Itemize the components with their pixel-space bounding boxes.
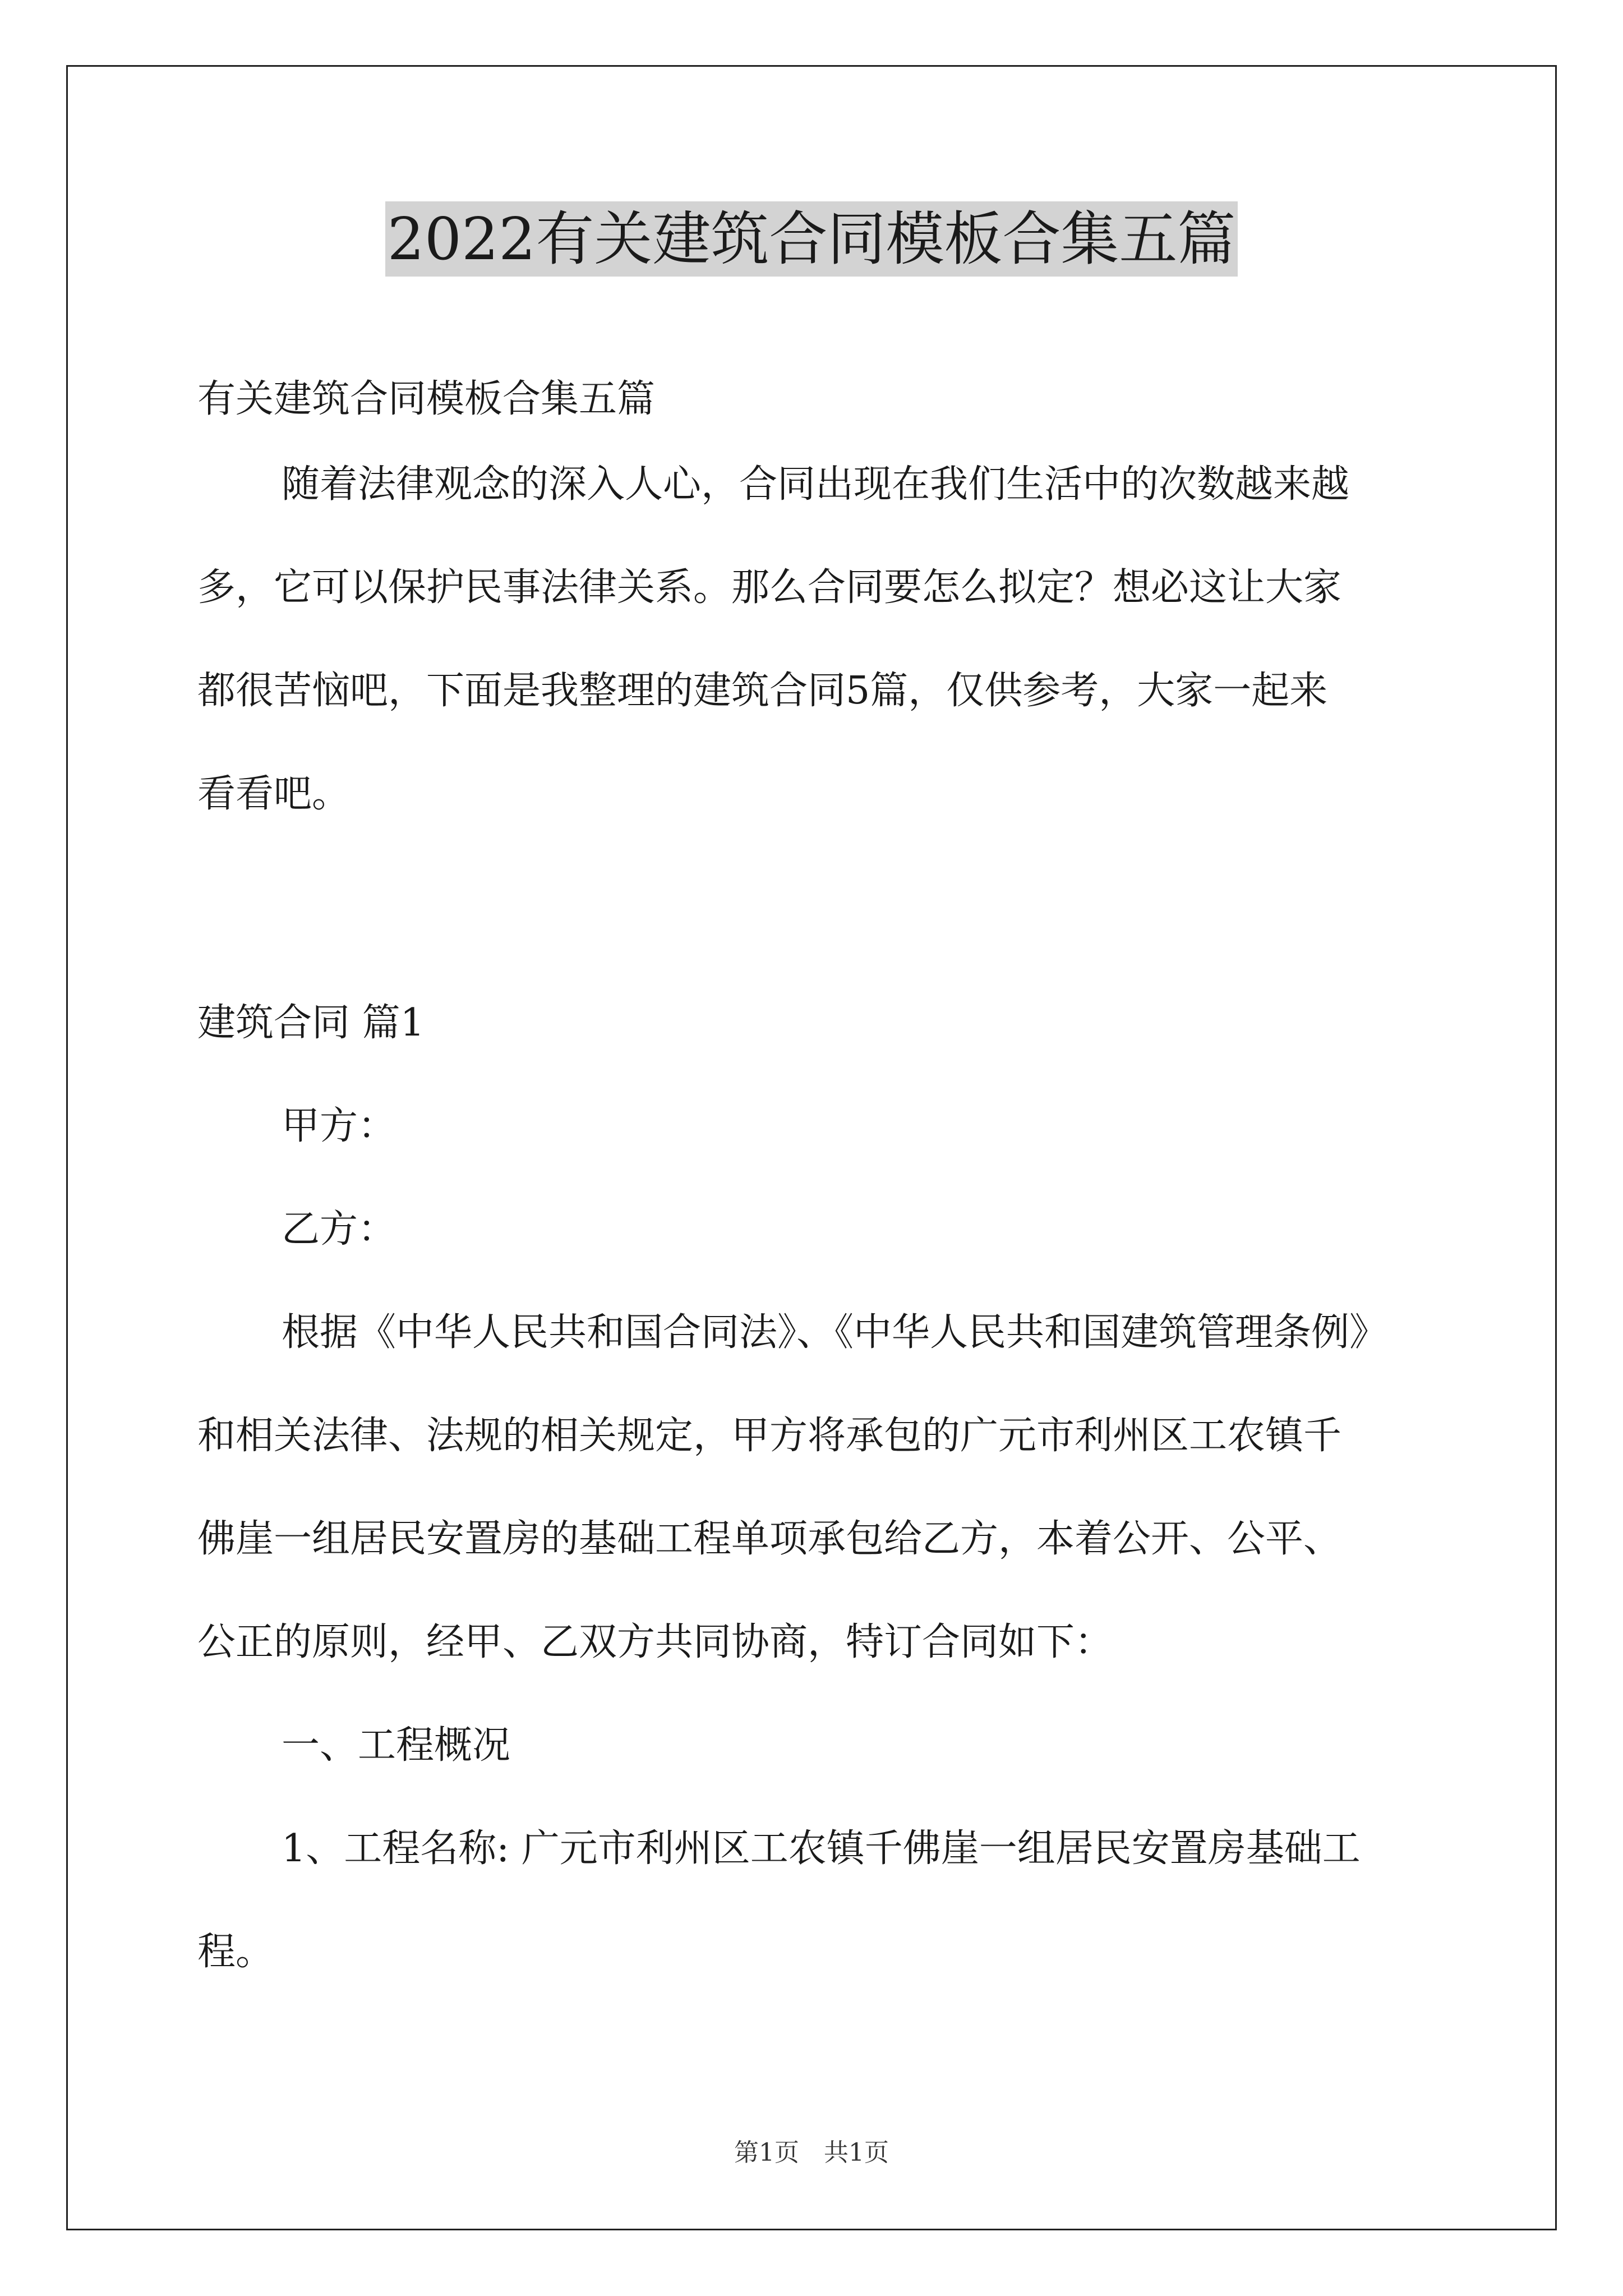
intro-line-4: 看看吧。 bbox=[197, 772, 351, 816]
section-heading: 建筑合同 篇1 bbox=[197, 1001, 425, 1045]
party-a-label: 甲方： bbox=[282, 1104, 396, 1148]
party-b-label: 乙方： bbox=[282, 1207, 396, 1251]
document-title-text: 2022有关建筑合同模板合集五篇 bbox=[385, 201, 1238, 277]
document-title bbox=[0, 200, 1623, 278]
basis-line-4: 公正的原则，经甲、乙双方共同协商，特订合同如下： bbox=[197, 1620, 1113, 1664]
basis-line-2: 和相关法律、法规的相关规定，甲方将承包的广元市利州区工农镇千 bbox=[197, 1414, 1342, 1458]
intro-line-3: 都很苦恼吧，下面是我整理的建筑合同5篇，仅供参考，大家一起来 bbox=[197, 669, 1328, 713]
basis-line-1: 根据《中华人民共和国合同法》、《中华人民共和国建筑管理条例》 bbox=[282, 1310, 1388, 1355]
intro-line-2: 多，它可以保护民事法律关系。那么合同要怎么拟定？想必这让大家 bbox=[197, 565, 1342, 610]
intro-line-1: 随着法律观念的深入人心，合同出现在我们生活中的次数越来越 bbox=[282, 462, 1350, 507]
basis-line-3: 佛崖一组居民安置房的基础工程单项承包给乙方，本着公开、公平、 bbox=[197, 1517, 1342, 1561]
page-number: 第1页 共1页 bbox=[734, 2138, 889, 2167]
subtitle: 有关建筑合同模板合集五篇 bbox=[197, 377, 656, 421]
clause-heading: 一、工程概况 bbox=[282, 1723, 511, 1768]
item-1-line-1: 1、工程名称: 广元市利州区工农镇千佛崖一组居民安置房基础工 bbox=[282, 1826, 1361, 1871]
item-1-line-2: 程。 bbox=[197, 1930, 274, 1974]
